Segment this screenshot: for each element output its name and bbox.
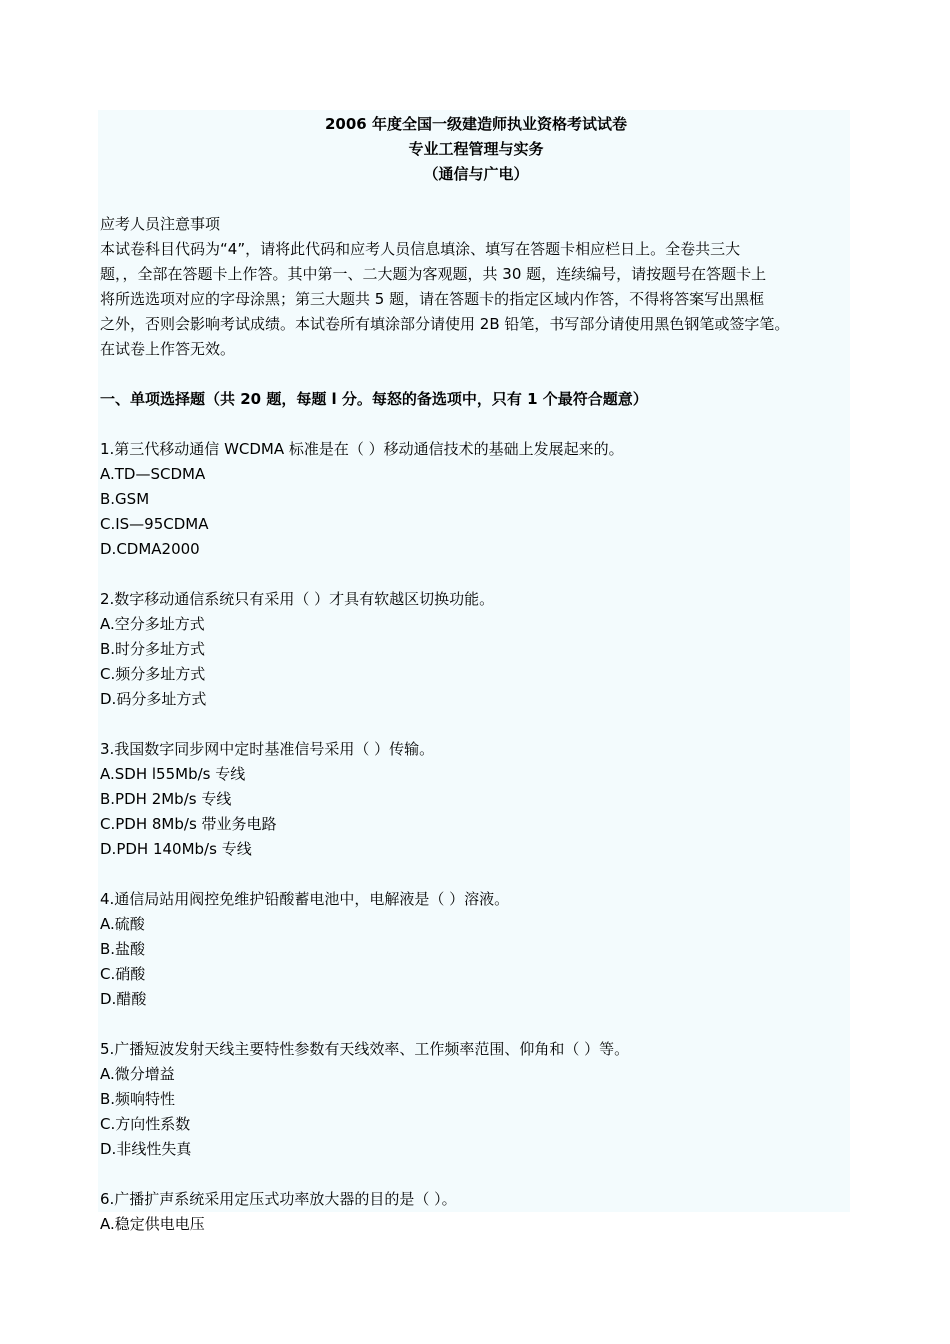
question-stem: 5.广播短波发射天线主要特性参数有天线效率、工作频率范围、仰角和（ ）等。 (100, 1040, 630, 1058)
spacer (100, 1162, 860, 1187)
answer-option: B.时分多址方式 (100, 640, 206, 658)
notice-block (100, 212, 860, 362)
spacer (100, 412, 860, 437)
spacer (100, 362, 860, 387)
exam-title: 2006 年度全国一级建造师执业资格考试试卷 (325, 115, 627, 133)
question-2 (100, 587, 860, 712)
answer-option: C.硝酸 (100, 965, 146, 983)
answer-option: C.IS—95CDMA (100, 515, 209, 533)
question-6 (100, 1187, 860, 1237)
notice-line: 将所选选项对应的字母涂黑；第三大题共 5 题，请在答题卡的指定区域内作答，不得将答案写出黑框 (100, 290, 765, 308)
answer-option: A.稳定供电电压 (100, 1215, 205, 1233)
answer-option: C.PDH 8Mb/s 带业务电路 (100, 815, 277, 833)
exam-subtitle: 专业工程管理与实务 (408, 140, 544, 158)
answer-option: C.方向性系数 (100, 1115, 191, 1133)
notice-line: 本试卷科目代码为“4”，请将此代码和应考人员信息填涂、填写在答题卡相应栏日上。全卷共三大 (100, 240, 741, 258)
answer-option: D.CDMA2000 (100, 540, 200, 558)
spacer (100, 562, 860, 587)
notice-line: 之外，否则会影响考试成绩。本试卷所有填涂部分请使用 2B 铅笔，书写部分请使用黑色钢笔或签字笔。 (100, 315, 790, 333)
answer-option: B.频响特性 (100, 1090, 176, 1108)
answer-option: A.SDH l55Mb/s 专线 (100, 765, 246, 783)
answer-option: B.GSM (100, 490, 150, 508)
answer-option: B.盐酸 (100, 940, 146, 958)
question-stem: 4.通信局站用阀控免维护铅酸蓄电池中，电解液是（ ）溶液。 (100, 890, 510, 908)
notice-line: 题，，全部在答题卡上作答。其中第一、二大题为客观题，共 30 题，连续编号，请按题号在答题卡上 (100, 265, 767, 283)
notice-line: 在试卷上作答无效。 (100, 340, 236, 358)
answer-option: A.TD—SCDMA (100, 465, 206, 483)
answer-option: D.醋酸 (100, 990, 147, 1008)
answer-option: D.非线性失真 (100, 1140, 192, 1158)
question-4 (100, 887, 860, 1012)
section-heading: 一、单项选择题（共 20 题，每题 l 分。每怒的备选项中，只有 1 个最符合题意） (100, 390, 648, 408)
answer-option: D.码分多址方式 (100, 690, 207, 708)
title-block (100, 112, 852, 187)
spacer (100, 712, 860, 737)
notice-heading: 应考人员注意事项 (100, 215, 221, 233)
question-1 (100, 437, 860, 562)
answer-option: A.空分多址方式 (100, 615, 205, 633)
answer-option: A.硫酸 (100, 915, 145, 933)
answer-option: B.PDH 2Mb/s 专线 (100, 790, 232, 808)
spacer (100, 862, 860, 887)
question-stem: 2.数字移动通信系统只有采用（ ）才具有软越区切换功能。 (100, 590, 495, 608)
answer-option: C.频分多址方式 (100, 665, 206, 683)
spacer (100, 1012, 860, 1037)
answer-option: A.微分增益 (100, 1065, 175, 1083)
question-5 (100, 1037, 860, 1162)
question-3 (100, 737, 860, 862)
spacer (100, 187, 860, 212)
question-stem: 1.第三代移动通信 WCDMA 标准是在（ ）移动通信技术的基础上发展起来的。 (100, 440, 624, 458)
question-stem: 3.我国数字同步网中定时基准信号采用（ ）传输。 (100, 740, 435, 758)
exam-paper (100, 112, 860, 1237)
question-stem: 6.广播扩声系统采用定压式功率放大器的目的是（ ）。 (100, 1190, 457, 1208)
answer-option: D.PDH 140Mb/s 专线 (100, 840, 252, 858)
exam-subject: （通信与广电） (423, 165, 529, 183)
